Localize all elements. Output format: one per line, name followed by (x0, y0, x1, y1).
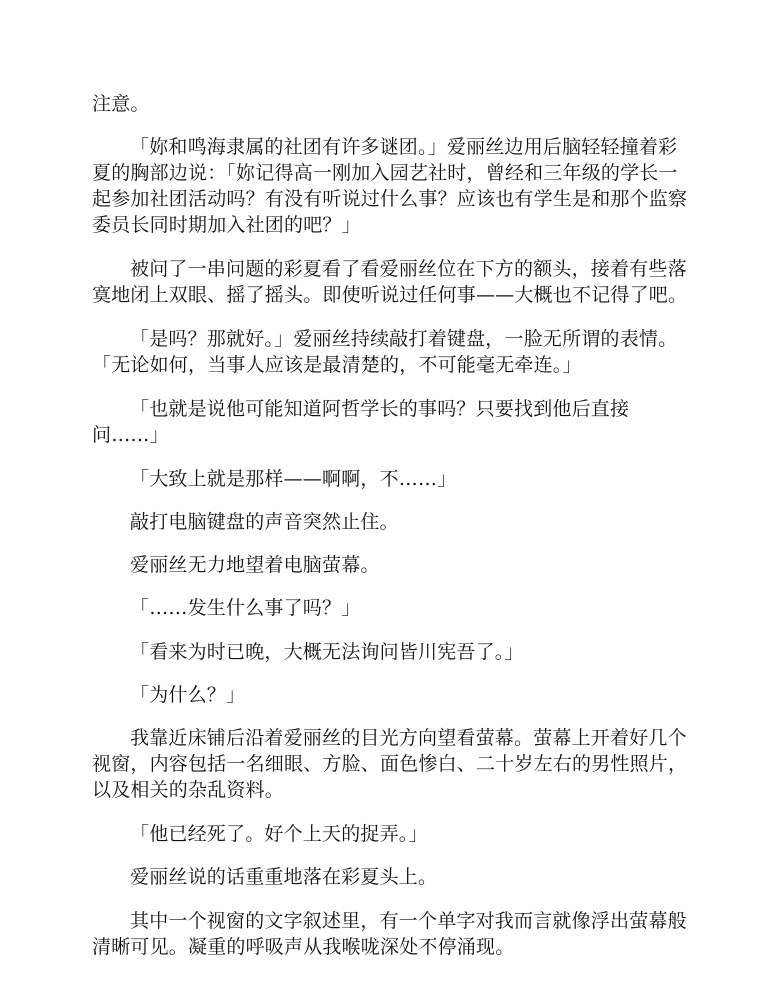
text-line: 「无论如何，当事人应该是最清楚的，不可能毫无牵连。」 (92, 354, 582, 376)
text-line: 「为什么？」 (130, 684, 246, 706)
text-line: 夏的胸部边说：「妳记得高一刚加入园艺社时，曾经和三年级的学长一 (92, 162, 678, 184)
text-line: 敲打电脑键盘的声音突然止住。 (130, 511, 399, 533)
text-line: 注意。 (92, 93, 150, 115)
text-line: 起参加社团活动吗？有没有听说过什么事？应该也有学生是和那个监察 (92, 188, 688, 210)
text-line: 「是吗？那就好。」爱丽丝持续敲打着键盘，一脸无所谓的表情。 (130, 328, 678, 350)
text-line: 寞地闭上双眼、摇了摇头。即使听说过任何事——大概也不记得了吧。 (92, 284, 688, 306)
text-line: 委员长同时期加入社团的吧？」 (92, 214, 361, 236)
text-line: 「他已经死了。好个上天的捉弄。」 (130, 823, 428, 845)
text-line: 以及相关的杂乱资料。 (92, 779, 285, 801)
text-line: 问……」 (92, 424, 169, 446)
text-line: 爱丽丝说的话重重地落在彩夏头上。 (130, 866, 438, 888)
text-line: 「也就是说他可能知道阿哲学长的事吗？只要找到他后直接 (130, 398, 630, 420)
text-line: 「妳和鸣海隶属的社团有许多谜团。」爱丽丝边用后脑轻轻撞着彩 (130, 136, 678, 158)
text-line: 其中一个视窗的文字叙述里，有一个单字对我而言就像浮出萤幕般 (130, 910, 687, 932)
text-line: 「看来为时已晚，大概无法询问皆川宪吾了。」 (130, 641, 524, 663)
text-line: 我靠近床铺后沿着爱丽丝的目光方向望看萤幕。萤幕上开着好几个 (130, 727, 687, 749)
text-line: 被问了一串问题的彩夏看了看爱丽丝位在下方的额头，接着有些落 (130, 258, 687, 280)
text-line: 「……发生什么事了吗？」 (130, 597, 361, 619)
text-line: 清晰可见。凝重的呼吸声从我喉咙深处不停涌现。 (92, 936, 515, 958)
text-line: 爱丽丝无力地望着电脑萤幕。 (130, 554, 380, 576)
text-line: 「大致上就是那样——啊啊，不……」 (130, 468, 457, 490)
text-line: 视窗，内容包括一名细眼、方脸、面色惨白、二十岁左右的男性照片， (92, 753, 688, 775)
